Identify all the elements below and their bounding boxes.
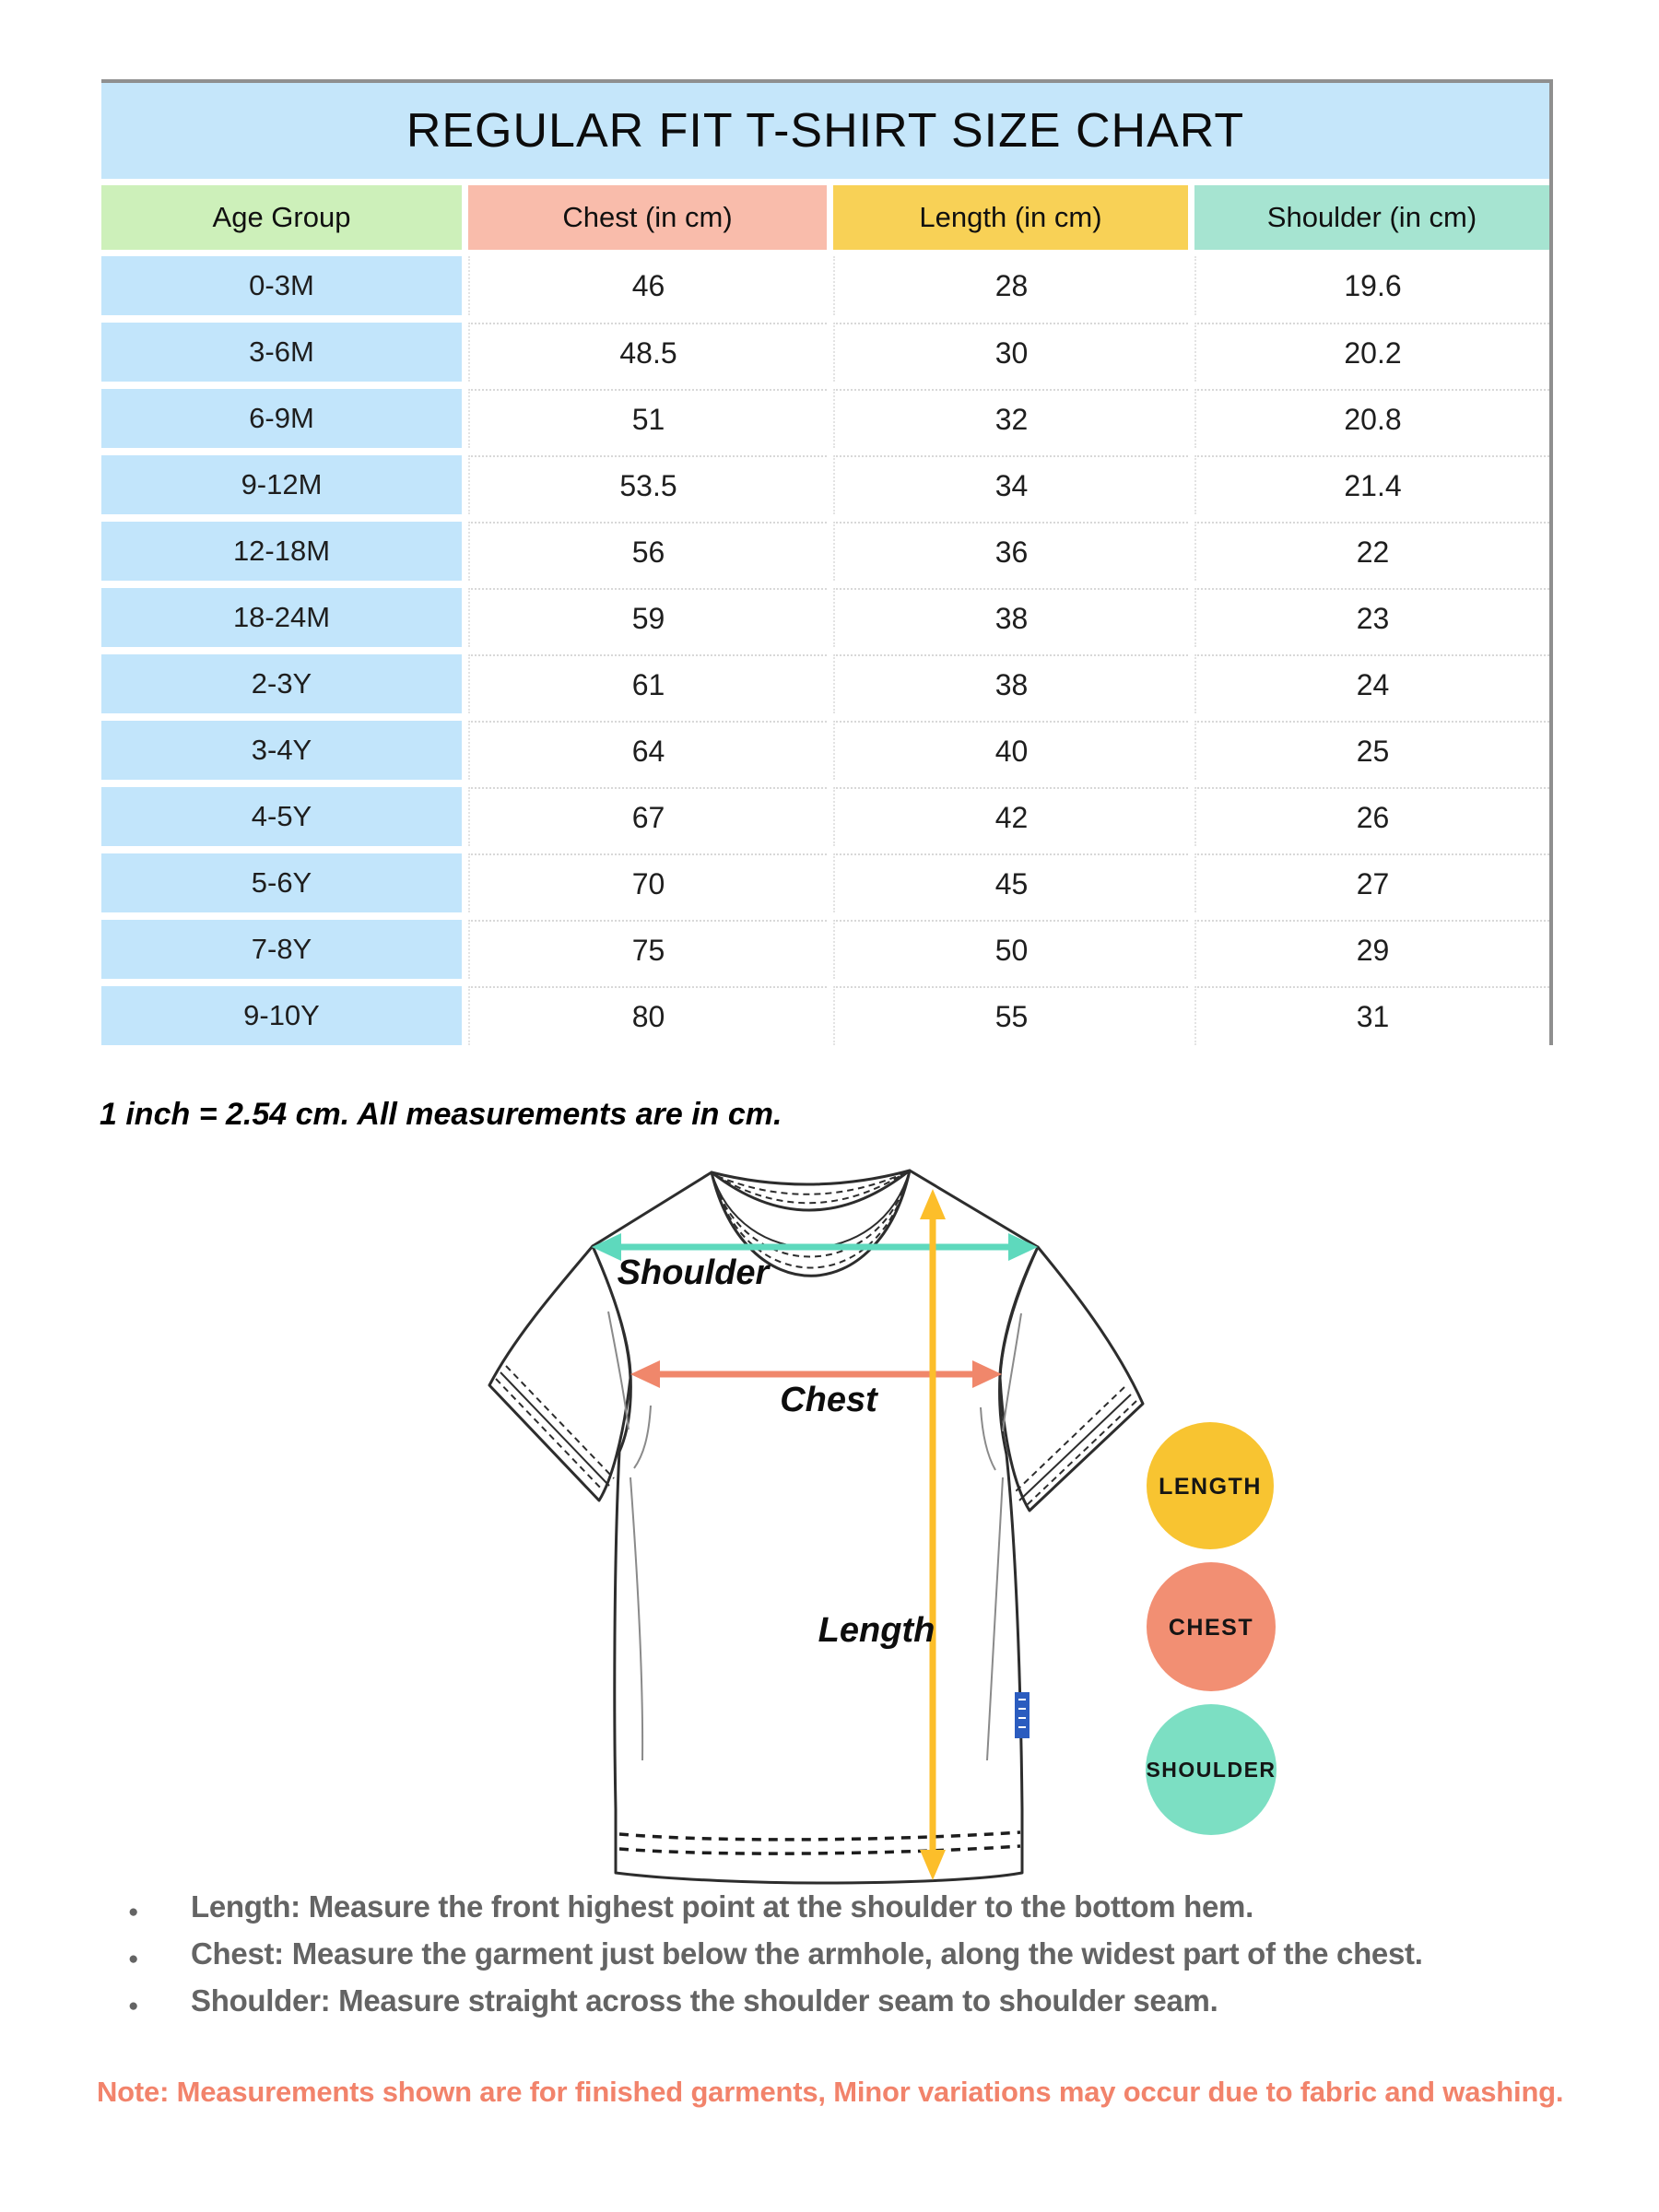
shoulder-cell: 24: [1194, 654, 1549, 713]
age-cell: 2-3Y: [101, 654, 462, 713]
length-cell: 50: [833, 920, 1188, 979]
shoulder-circle-label: SHOULDER: [1146, 1758, 1277, 1782]
shoulder-cell: 31: [1194, 986, 1549, 1045]
table-row: [101, 455, 1549, 514]
shoulder-cell: 25: [1194, 721, 1549, 780]
table-row: [101, 920, 1549, 979]
length-label: Length: [818, 1611, 935, 1650]
header-chest: Chest (in cm): [468, 185, 827, 250]
age-cell: 6-9M: [101, 389, 462, 448]
shoulder-cell: 22: [1194, 522, 1549, 581]
chest-cell: 51: [468, 389, 827, 448]
legend-length: [1147, 1422, 1274, 1549]
conversion-note: 1 inch = 2.54 cm. All measurements are in cm.: [100, 1097, 782, 1132]
table-row: [101, 389, 1549, 448]
instruction-item: [97, 1886, 1590, 1933]
chest-cell: 56: [468, 522, 827, 581]
table-row: [101, 654, 1549, 713]
table-row: [101, 256, 1549, 315]
length-cell: 38: [833, 588, 1188, 647]
bullet-icon: [128, 1980, 147, 2027]
chest-cell: 64: [468, 721, 827, 780]
length-cell: 28: [833, 256, 1188, 315]
chest-cell: 61: [468, 654, 827, 713]
table-row: [101, 588, 1549, 647]
length-cell: 36: [833, 522, 1188, 581]
instruction-text: Shoulder: Measure straight across the shoulder seam to shoulder seam.: [191, 1983, 1218, 2018]
table-rows: [101, 256, 1549, 1045]
length-cell: 45: [833, 853, 1188, 912]
length-cell: 30: [833, 323, 1188, 382]
age-cell: 3-4Y: [101, 721, 462, 780]
length-cell: 34: [833, 455, 1188, 514]
chest-cell: 75: [468, 920, 827, 979]
brand-tag: [1015, 1692, 1030, 1738]
age-cell: 4-5Y: [101, 787, 462, 846]
chest-label: Chest: [780, 1381, 877, 1419]
tshirt-measurement-diagram: [396, 1164, 1318, 1892]
header-length: Length (in cm): [833, 185, 1188, 250]
age-cell: 5-6Y: [101, 853, 462, 912]
table-row: [101, 787, 1549, 846]
age-cell: 18-24M: [101, 588, 462, 647]
footnote: Note: Measurements shown are for finished garments, Minor variations may occur due to fabric and washing.: [97, 2076, 1564, 2108]
shoulder-cell: 27: [1194, 853, 1549, 912]
instruction-text: Length: Measure the front highest point at the shoulder to the bottom hem.: [191, 1889, 1253, 1924]
legend-shoulder: [1146, 1704, 1277, 1835]
chest-cell: 48.5: [468, 323, 827, 382]
instruction-item: [97, 1933, 1590, 1980]
age-cell: 9-10Y: [101, 986, 462, 1045]
age-cell: 3-6M: [101, 323, 462, 382]
chest-cell: 67: [468, 787, 827, 846]
length-cell: 55: [833, 986, 1188, 1045]
bullet-icon: [128, 1933, 147, 1980]
table-row: [101, 721, 1549, 780]
table-row: [101, 853, 1549, 912]
bullet-icon: [128, 1886, 147, 1933]
shoulder-cell: 19.6: [1194, 256, 1549, 315]
shoulder-cell: 20.2: [1194, 323, 1549, 382]
shoulder-cell: 20.8: [1194, 389, 1549, 448]
table-header-row: [101, 185, 1549, 250]
table-row: [101, 522, 1549, 581]
chest-cell: 59: [468, 588, 827, 647]
header-age-group: Age Group: [101, 185, 462, 250]
length-circle-label: LENGTH: [1159, 1474, 1262, 1500]
table-row: [101, 323, 1549, 382]
length-cell: 32: [833, 389, 1188, 448]
table-title: REGULAR FIT T-SHIRT SIZE CHART: [101, 83, 1549, 179]
instruction-text: Chest: Measure the garment just below the armhole, along the widest part of the chest.: [191, 1936, 1423, 1971]
age-cell: 12-18M: [101, 522, 462, 581]
shoulder-cell: 26: [1194, 787, 1549, 846]
instruction-item: [97, 1980, 1590, 2027]
header-shoulder: Shoulder (in cm): [1194, 185, 1549, 250]
age-cell: 0-3M: [101, 256, 462, 315]
shoulder-cell: 29: [1194, 920, 1549, 979]
back-collar: [712, 1171, 910, 1210]
tshirt-illustration: [489, 1171, 1143, 1883]
chest-cell: 53.5: [468, 455, 827, 514]
table-row: [101, 986, 1549, 1045]
length-cell: 42: [833, 787, 1188, 846]
chest-cell: 70: [468, 853, 827, 912]
chest-cell: 80: [468, 986, 827, 1045]
length-cell: 40: [833, 721, 1188, 780]
chest-circle-label: CHEST: [1168, 1615, 1254, 1641]
shoulder-cell: 23: [1194, 588, 1549, 647]
instructions-list: [97, 1886, 1590, 2027]
shoulder-label: Shoulder: [617, 1253, 770, 1292]
age-cell: 7-8Y: [101, 920, 462, 979]
length-cell: 38: [833, 654, 1188, 713]
chest-cell: 46: [468, 256, 827, 315]
shoulder-cell: 21.4: [1194, 455, 1549, 514]
legend-chest: [1147, 1562, 1276, 1691]
age-cell: 9-12M: [101, 455, 462, 514]
size-chart-table: [101, 79, 1553, 1045]
